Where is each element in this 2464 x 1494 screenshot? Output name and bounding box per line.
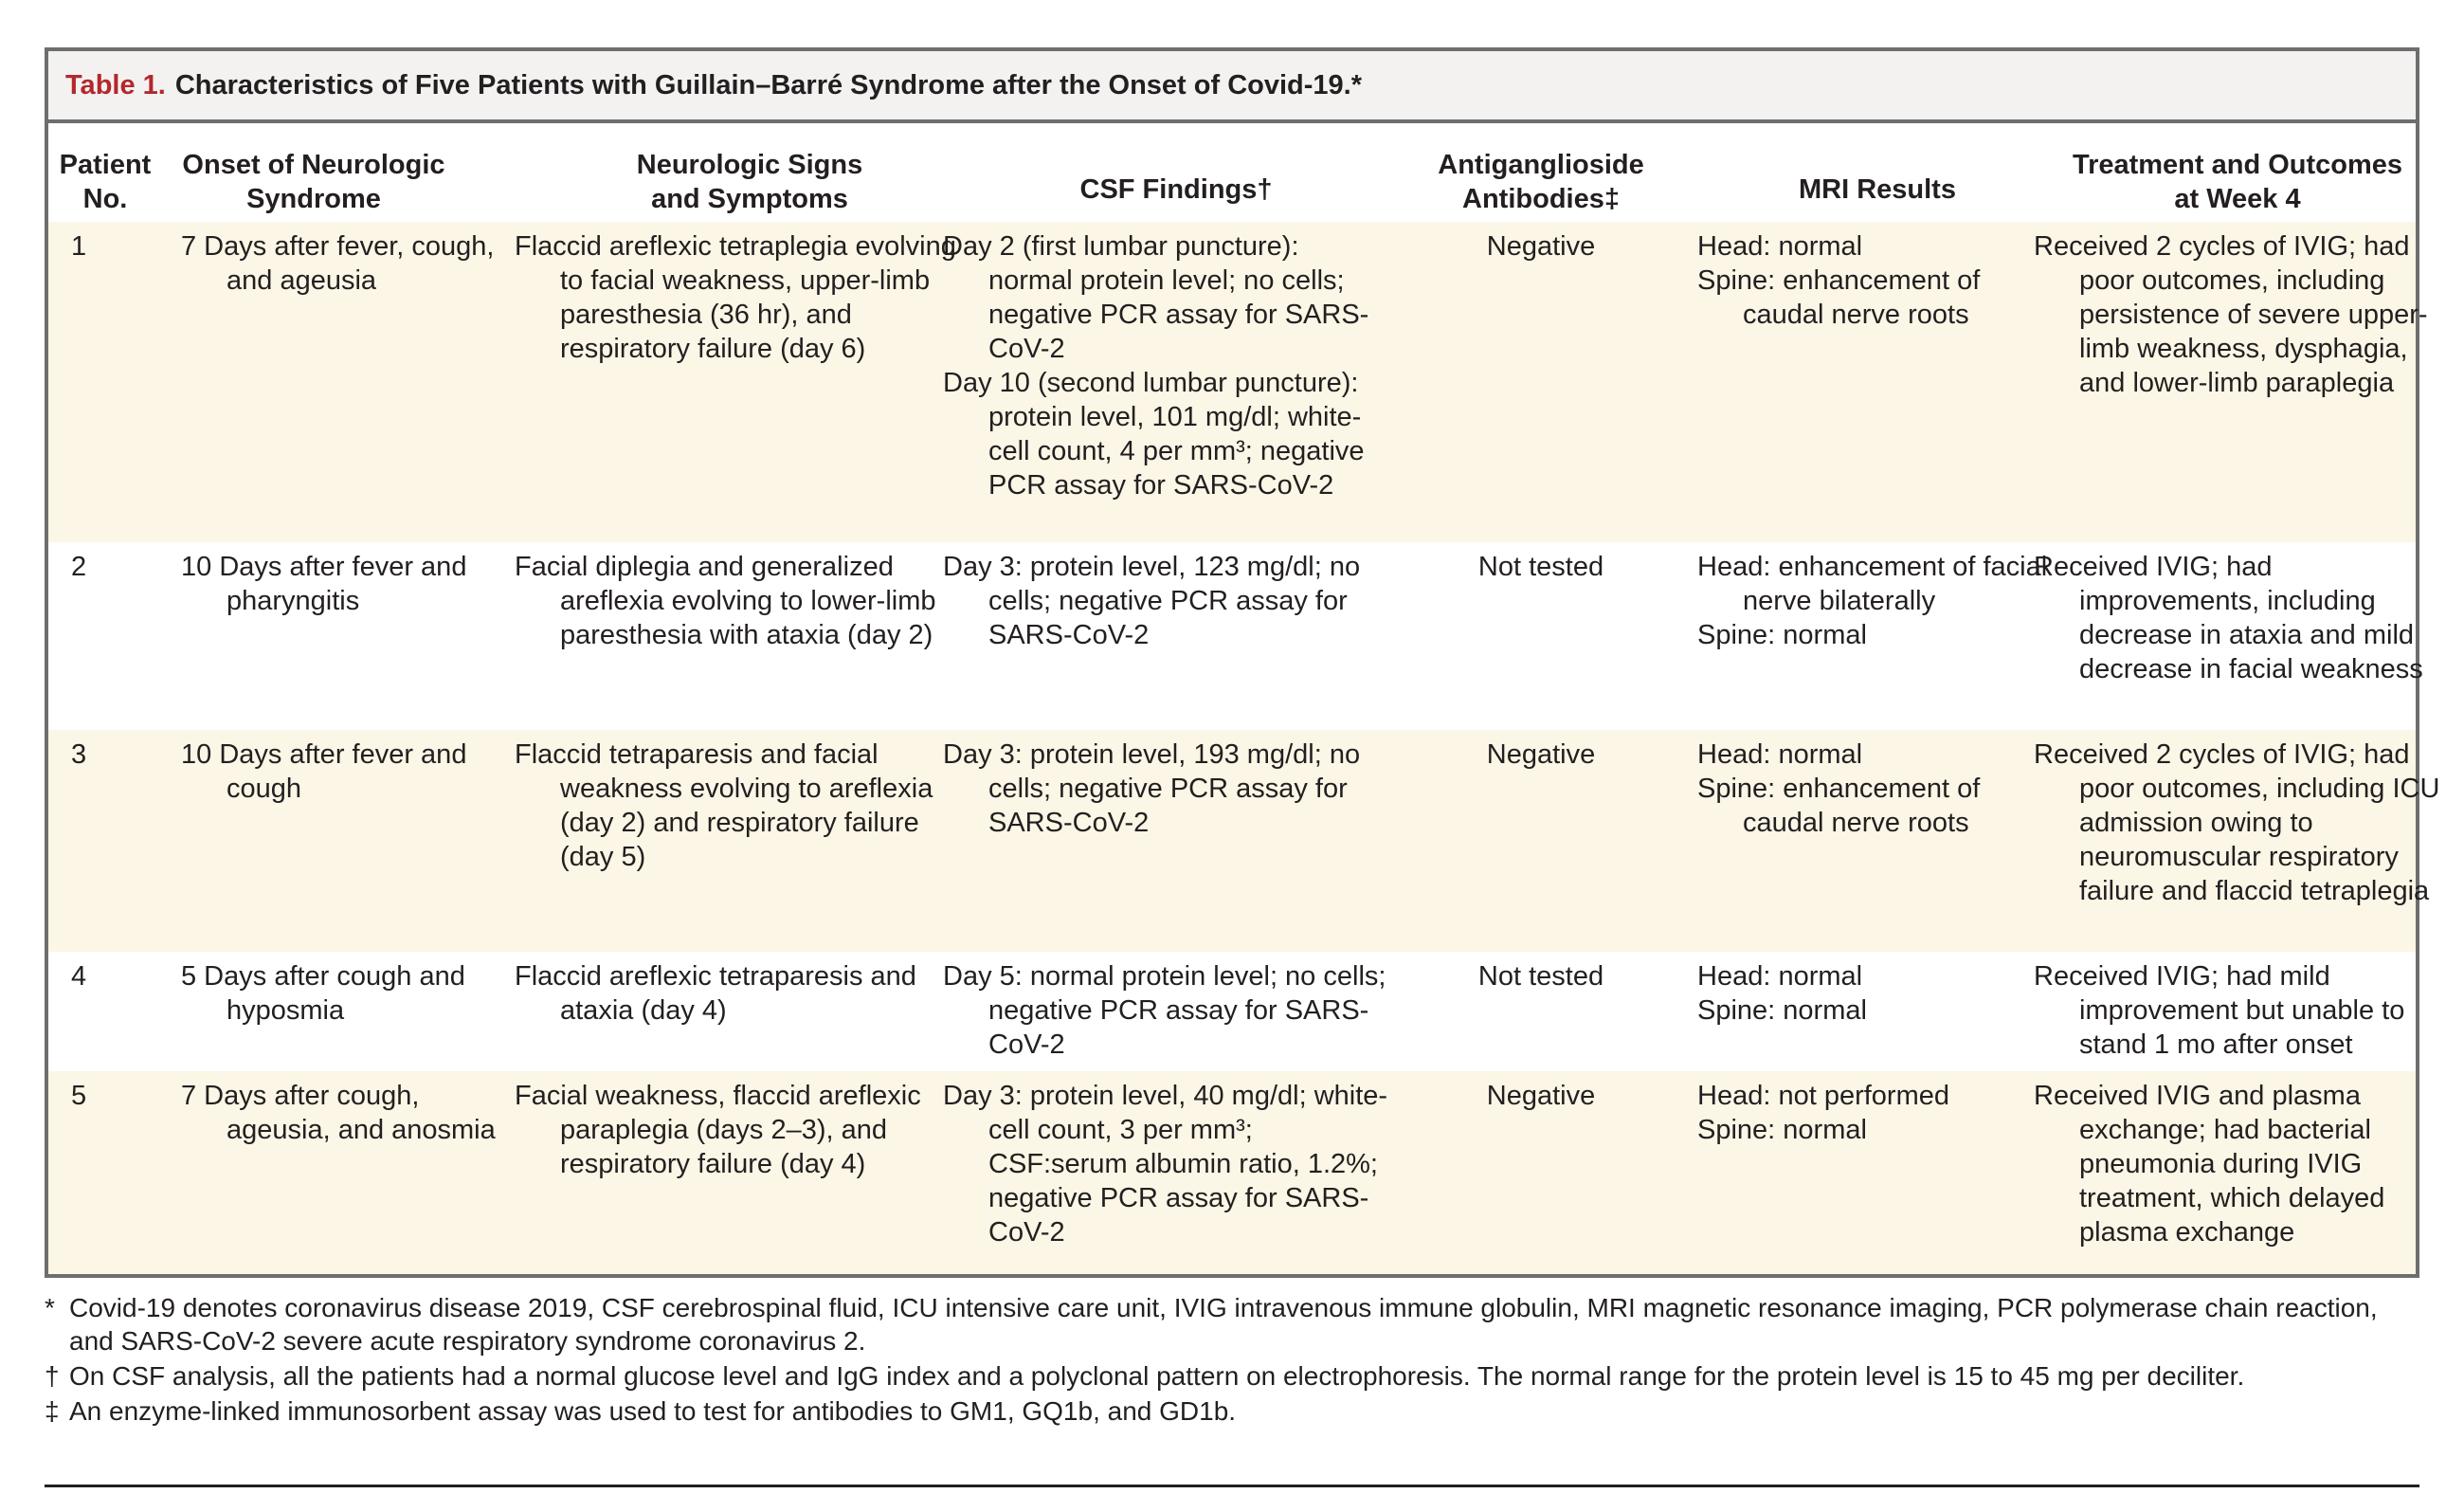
cell-patient: 4 bbox=[71, 961, 87, 992]
cell-csf bbox=[943, 959, 1388, 1062]
cell-signs: Facial diplegia and generalized areflexia evolving to lower-limb paresthesia with ataxia (day 2) bbox=[515, 552, 936, 650]
header-onset: Onset of Neurologic Syndrome bbox=[182, 150, 445, 214]
mri-entry: Head: normal bbox=[1697, 739, 1863, 770]
cell-treatment: Received 2 cycles of IVIG; had poor outcomes, including persistence of severe upper-limb weakness, dysphagia, and lower-limb paraplegia bbox=[2034, 231, 2428, 398]
cell-patient: 3 bbox=[71, 739, 87, 770]
table-row bbox=[48, 542, 2423, 730]
footnote-text: An enzyme-linked immunosorbent assay was used to test for antibodies to GM1, GQ1b, and GD1b. bbox=[69, 1396, 1237, 1426]
cell-patient: 2 bbox=[71, 552, 87, 582]
cell-patient: 5 bbox=[71, 1081, 87, 1111]
cell-mri bbox=[1697, 738, 2048, 840]
mri-entry: Spine: normal bbox=[1697, 995, 1867, 1026]
csf-entry: Day 5: normal protein level; no cells; negative PCR assay for SARS-CoV-2 bbox=[943, 961, 1386, 1060]
mri-entry: Head: normal bbox=[1697, 961, 1863, 992]
cell-onset: 5 Days after cough and hyposmia bbox=[181, 961, 465, 1026]
footnote-symbol: † bbox=[45, 1361, 60, 1391]
mri-entry: Spine: normal bbox=[1697, 620, 1867, 650]
bottom-rule bbox=[45, 1485, 2419, 1487]
header-signs: Neurologic Signs and Symptoms bbox=[636, 150, 863, 214]
footnote-text: Covid-19 denotes coronavirus disease 2019, CSF cerebrospinal fluid, ICU intensive care unit, IVIG intravenous immune globulin, MRI magnetic resonance imaging, PCR polymerase chain reaction, and SARS-CoV-2 severe acute respiratory syndrome coronavirus 2. bbox=[69, 1293, 2378, 1356]
cell-mri bbox=[1697, 229, 2048, 332]
cell-onset: 7 Days after cough, ageusia, and anosmia bbox=[181, 1081, 496, 1145]
footnotes bbox=[45, 1291, 2419, 1430]
footnote-symbol: * bbox=[45, 1293, 55, 1322]
cell-treatment: Received IVIG; had mild improvement but unable to stand 1 mo after onset bbox=[2034, 961, 2405, 1060]
mri-entry: Head: normal bbox=[1697, 231, 1863, 262]
mri-entry: Head: enhancement of facial nerve bilaterally bbox=[1697, 552, 2048, 616]
table-row bbox=[48, 222, 2428, 542]
cell-csf bbox=[943, 738, 1388, 840]
header-antibodies: Antiganglioside Antibodies‡ bbox=[1438, 150, 1644, 214]
table-title-text: Characteristics of Five Patients with Guillain–Barré Syndrome after the Onset of Covid-19.* bbox=[174, 69, 1363, 100]
table-frame bbox=[45, 47, 2440, 1278]
table-row bbox=[48, 730, 2440, 952]
footnote bbox=[45, 1359, 2419, 1393]
footnote-symbol: ‡ bbox=[45, 1396, 60, 1426]
cell-mri bbox=[1697, 1079, 2048, 1147]
cell-onset: 10 Days after fever and pharyngitis bbox=[181, 552, 467, 616]
cell-antibodies: Negative bbox=[1486, 739, 1596, 770]
mri-entry: Spine: normal bbox=[1697, 1115, 1867, 1145]
header-mri: MRI Results bbox=[1799, 174, 1956, 205]
csf-entry: Day 10 (second lumbar puncture): protein level, 101 mg/dl; white-cell count, 4 per mm³; negative PCR assay for SARS-CoV-2 bbox=[943, 368, 1365, 501]
mri-entry: Spine: enhancement of caudal nerve roots bbox=[1697, 774, 1981, 838]
csf-entry: Day 2 (first lumbar puncture): normal protein level; no cells; negative PCR assay for SARS-CoV-2 bbox=[943, 231, 1369, 364]
cell-onset: 7 Days after fever, cough, and ageusia bbox=[181, 231, 495, 296]
cell-patient: 1 bbox=[71, 231, 87, 262]
csf-entry: Day 3: protein level, 40 mg/dl; white-cell count, 3 per mm³; CSF:serum albumin ratio, 1.2%; negative PCR assay for SARS-CoV-2 bbox=[943, 1081, 1388, 1248]
csf-entry: Day 3: protein level, 193 mg/dl; no cells; negative PCR assay for SARS-CoV-2 bbox=[943, 739, 1361, 838]
cell-signs: Flaccid areflexic tetraparesis and ataxia (day 4) bbox=[515, 961, 916, 1026]
table-title bbox=[48, 51, 2416, 123]
cell-csf bbox=[943, 1079, 1388, 1249]
mri-entry: Spine: enhancement of caudal nerve roots bbox=[1697, 265, 1981, 330]
table-number: Table 1. bbox=[65, 69, 166, 100]
table-row bbox=[48, 952, 2416, 1071]
cell-signs: Facial weakness, flaccid areflexic paraplegia (days 2–3), and respiratory failure (day 4) bbox=[515, 1081, 921, 1179]
cell-onset: 10 Days after fever and cough bbox=[181, 739, 467, 804]
table-row bbox=[48, 1071, 2416, 1274]
cell-mri bbox=[1697, 550, 2048, 652]
footnote bbox=[45, 1291, 2419, 1357]
header-patient: Patient No. bbox=[59, 150, 152, 214]
header-csf: CSF Findings† bbox=[1079, 174, 1273, 205]
footnote bbox=[45, 1394, 2419, 1428]
cell-signs: Flaccid areflexic tetraplegia evolving to facial weakness, upper-limb paresthesia (36 hr), and respiratory failure (day 6) bbox=[515, 231, 956, 364]
cell-treatment: Received IVIG and plasma exchange; had bacterial pneumonia during IVIG treatment, which delayed plasma exchange bbox=[2034, 1081, 2385, 1248]
mri-entry: Head: not performed bbox=[1697, 1081, 1949, 1111]
cell-antibodies: Negative bbox=[1486, 231, 1596, 262]
footnote-text: On CSF analysis, all the patients had a normal glucose level and IgG index and a polyclonal pattern on electrophoresis. The normal range for the protein level is 15 to 45 mg per deciliter. bbox=[69, 1361, 2245, 1391]
cell-antibodies: Not tested bbox=[1477, 961, 1604, 992]
cell-treatment: Received 2 cycles of IVIG; had poor outcomes, including ICU admission owing to neuromuscular respiratory failure and flaccid tetraplegia bbox=[2034, 739, 2440, 906]
header-row bbox=[48, 123, 2416, 222]
header-treatment: Treatment and Outcomes at Week 4 bbox=[2072, 150, 2403, 214]
cell-treatment: Received IVIG; had improvements, including decrease in ataxia and mild decrease in facial weakness bbox=[2034, 552, 2423, 684]
cell-csf bbox=[943, 229, 1388, 502]
csf-entry: Day 3: protein level, 123 mg/dl; no cells; negative PCR assay for SARS-CoV-2 bbox=[943, 552, 1361, 650]
cell-antibodies: Not tested bbox=[1477, 552, 1604, 582]
cell-csf bbox=[943, 550, 1388, 652]
cell-signs: Flaccid tetraparesis and facial weakness evolving to areflexia (day 2) and respiratory failure (day 5) bbox=[515, 739, 933, 872]
cell-mri bbox=[1697, 959, 2048, 1028]
cell-antibodies: Negative bbox=[1486, 1081, 1596, 1111]
